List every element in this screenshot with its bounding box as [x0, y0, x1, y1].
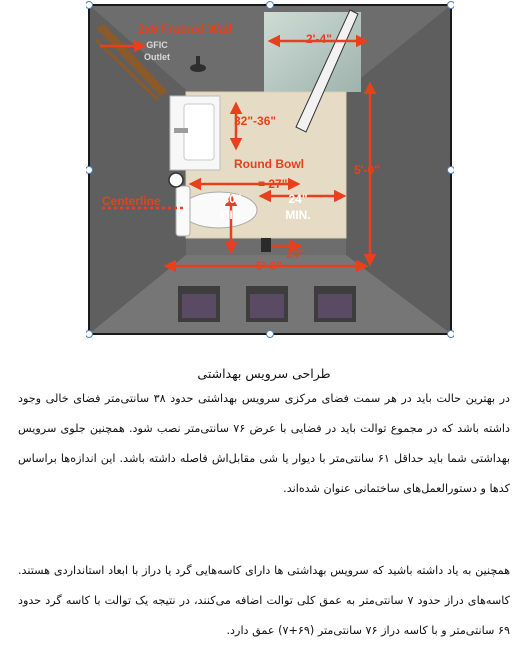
gfic-line1: GFIC — [146, 40, 168, 50]
label-framed-wall: 2x6 Framed Wall — [138, 22, 233, 36]
door-block — [261, 238, 271, 252]
label-centerline: Centerline — [102, 194, 161, 208]
min-30-line2: MIN. — [219, 208, 245, 222]
paragraph-2: همچنین به یاد داشته باشید که سرویس بهداشتی ها دارای کاسه‌هایی گرد یا دراز با ابعاد استانداردی هستند. کاسه‌های دراز حدود ۷ سانتی‌متر به عمق کلی توالت اضافه می‌کنند، در نتیجه یک توالت با کاسه گرد حدود ۶۹ سانتی‌متر و با کاسه دراز ۷۶ سانتی‌متر (۶۹+۷) عمق دارد. — [18, 564, 510, 637]
min-24-line2: MIN. — [285, 208, 311, 222]
windows — [178, 286, 356, 322]
figure-caption: طراحی سرویس بهداشتی — [197, 366, 331, 381]
label-round-bowl: Round Bowl — [234, 157, 304, 171]
gfic-line2: Outlet — [144, 52, 170, 62]
min-30-line1: 30" — [222, 192, 242, 206]
bathroom-layout-figure — [86, 0, 454, 340]
min-24-line1: 24" — [288, 192, 308, 206]
label-side-24: 24" — [286, 247, 306, 261]
paragraph-1: در بهترین حالت باید در هر سمت فضای مرکزی سرویس بهداشتی حدود ۳۸ سانتی‌متر فضای خالی وجود داشته باشد که در مجموع توالت باید در فضایی با عرض ۷۶ سانتی‌متر نصب شود. همچنین جلوی سرویس بهداشتی شما باید حداقل ۶۱ سانتی‌متر با دیوار یا شی مقابل‌اش فاصله داشته باشد. این اندازه‌ها براساس کدها و دستورالعمل‌های ساختمانی عنوان شده‌اند. — [18, 392, 511, 495]
label-width-bottom: 5'-6" — [256, 259, 282, 273]
label-round-bowl-value: = 27" — [258, 177, 288, 191]
label-width-top: 2'-4" — [306, 32, 332, 46]
label-length: 5'-0" — [354, 163, 380, 177]
label-sink-clearance: 32"-36" — [234, 114, 277, 128]
toilet-tank — [176, 186, 190, 236]
